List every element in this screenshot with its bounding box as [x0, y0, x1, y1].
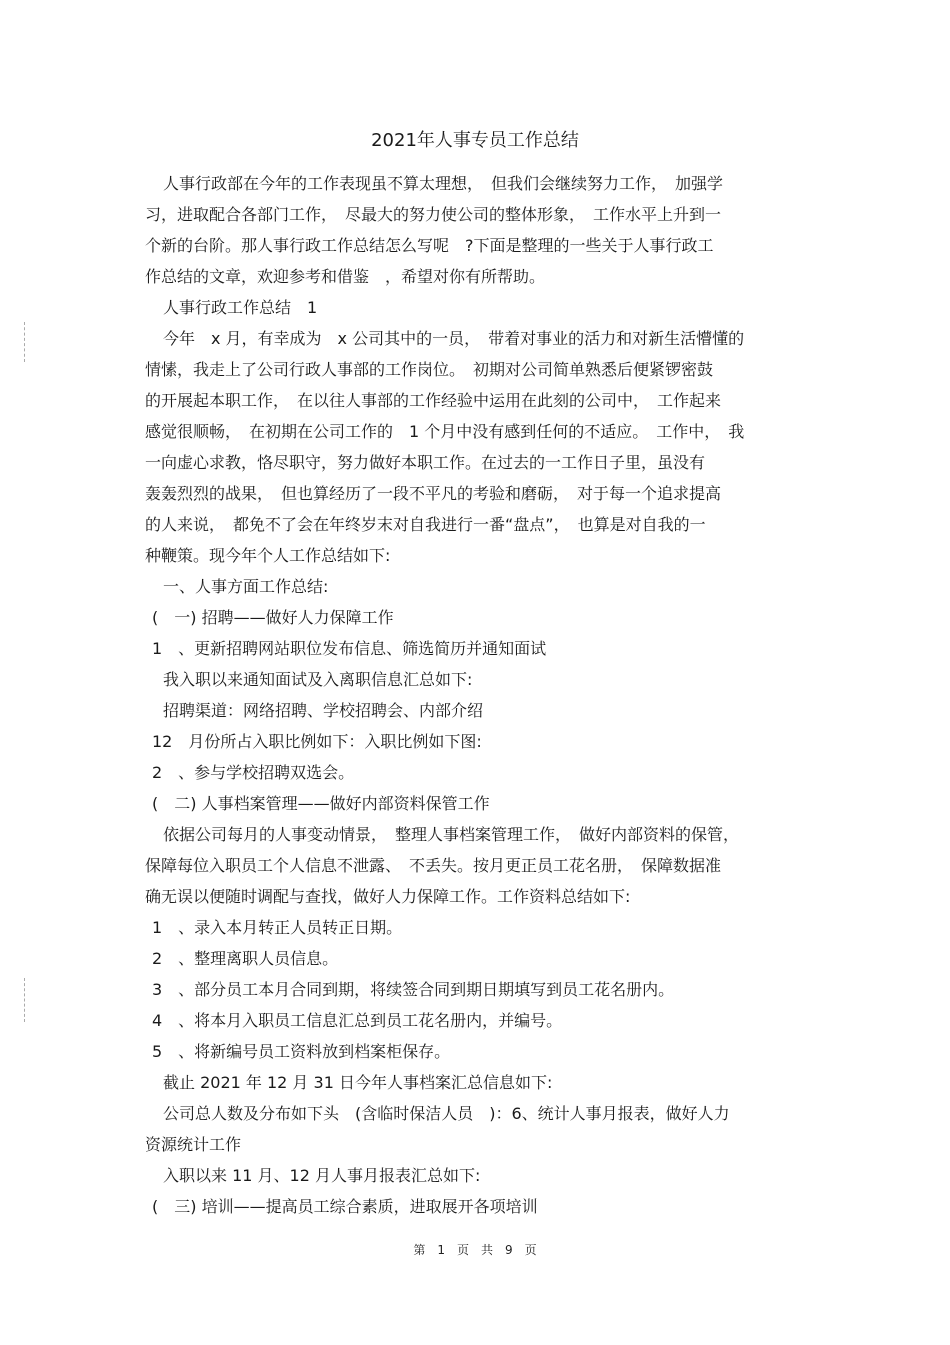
paragraph-line: 感觉很顺畅， 在初期在公司工作的 1 个月中没有感到任何的不适应。 工作中， 我 — [145, 422, 745, 441]
paragraph-line: 确无误以便随时调配与查找，做好人力保障工作。工作资料总结如下: — [145, 887, 631, 906]
subsection-heading: ( 二) 人事档案管理——做好内部资料保管工作 — [152, 794, 490, 813]
paragraph-line: 作总结的文章，欢迎参考和借鉴 ，希望对你有所帮助。 — [145, 267, 546, 286]
paragraph-line: 我入职以来通知面试及入离职信息汇总如下: — [163, 670, 473, 689]
margin-mark-top — [24, 322, 25, 362]
paragraph-line: 个新的台阶。那人事行政工作总结怎么写呢 ?下面是整理的一些关于人事行政工 — [145, 236, 714, 255]
section-heading: 一、人事方面工作总结: — [163, 577, 329, 596]
paragraph-line: 的人来说， 都免不了会在年终岁末对自我进行一番“盘点”， 也算是对自我的一 — [145, 515, 706, 534]
paragraph-line: 截止 2021 年 12 月 31 日今年人事档案汇总信息如下: — [163, 1073, 553, 1092]
page-footer: 第 1 页 共 9 页 — [413, 1243, 537, 1257]
list-item: 2 、参与学校招聘双选会。 — [152, 763, 355, 782]
paragraph-line: 入职以来 11 月、12 月人事月报表汇总如下: — [163, 1166, 481, 1185]
list-item: 5 、将新编号员工资料放到档案柜保存。 — [152, 1042, 451, 1061]
paragraph-line: 轰轰烈烈的战果， 但也算经历了一段不平凡的考验和磨砺， 对于每一个追求提高 — [145, 484, 722, 503]
list-item: 1 、录入本月转正人员转正日期。 — [152, 918, 403, 937]
paragraph-line: 今年 x 月，有幸成为 x 公司其中的一员， 带着对事业的活力和对新生活懵懂的 — [163, 329, 745, 348]
paragraph-line: 人事行政部在今年的工作表现虽不算太理想， 但我们会继续努力工作， 加强学 — [163, 174, 724, 193]
paragraph-line: 情愫，我走上了公司行政人事部的工作岗位。 初期对公司简单熟悉后便紧锣密鼓 — [145, 360, 714, 379]
paragraph-line: 种鞭策。现今年个人工作总结如下: — [145, 546, 391, 565]
paragraph-line: 12 月份所占入职比例如下：入职比例如下图: — [152, 732, 482, 751]
section-heading: 人事行政工作总结 1 — [163, 298, 318, 317]
list-item: 2 、整理离职人员信息。 — [152, 949, 339, 968]
paragraph-line: 招聘渠道：网络招聘、学校招聘会、内部介绍 — [163, 701, 484, 720]
paragraph-line: 资源统计工作 — [145, 1135, 242, 1154]
paragraph-line: 保障每位入职员工个人信息不泄露、 不丢失。按月更正员工花名册， 保障数据准 — [145, 856, 722, 875]
subsection-heading: ( 三) 培训——提高员工综合素质，进取展开各项培训 — [152, 1197, 538, 1216]
paragraph-line: 习，进取配合各部门工作， 尽最大的努力使公司的整体形象， 工作水平上升到一 — [145, 205, 722, 224]
list-item: 1 、更新招聘网站职位发布信息、筛选简历并通知面试 — [152, 639, 547, 658]
paragraph-line: 的开展起本职工作， 在以往人事部的工作经验中运用在此刻的公司中， 工作起来 — [145, 391, 722, 410]
subsection-heading: ( 一) 招聘——做好人力保障工作 — [152, 608, 394, 627]
paragraph-line: 依据公司每月的人事变动情景， 整理人事档案管理工作， 做好内部资料的保管， — [163, 825, 740, 844]
paragraph-line: 一向虚心求教，恪尽职守，努力做好本职工作。在过去的一工作日子里，虽没有 — [145, 453, 706, 472]
list-item: 4 、将本月入职员工信息汇总到员工花名册内，并编号。 — [152, 1011, 563, 1030]
list-item: 3 、部分员工本月合同到期，将续签合同到期日期填写到员工花名册内。 — [152, 980, 675, 999]
document-title: 2021年人事专员工作总结 — [371, 130, 579, 151]
paragraph-line: 公司总人数及分布如下头 (含临时保洁人员 )：6、统计人事月报表，做好人力 — [163, 1104, 730, 1123]
margin-mark-bottom — [24, 978, 25, 1022]
